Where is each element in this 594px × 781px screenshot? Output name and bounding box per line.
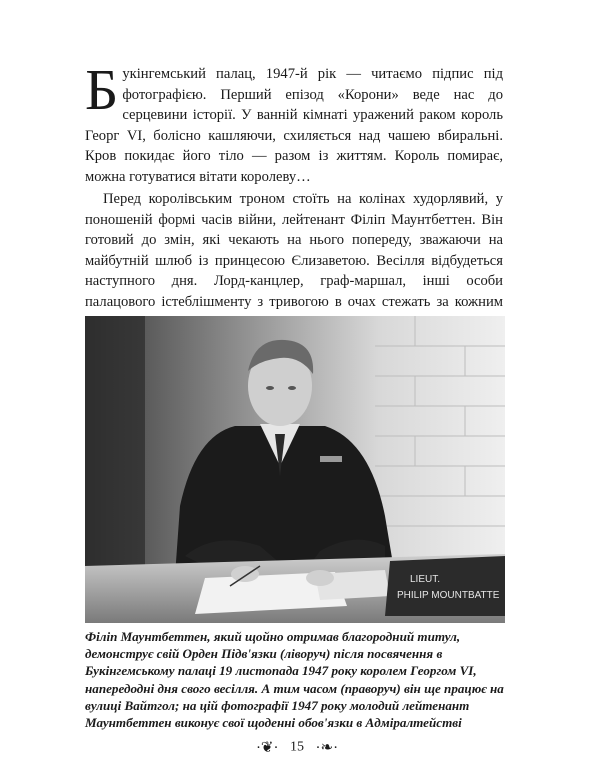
right-ornament-icon: ·❧· [315, 740, 339, 756]
paragraph-1-text: укінгемський палац, 1947-й рік — читаємо підпис під фотографією. Перший епізод «Корони» веде нас до серцевини історії. У ванній кімнаті уражений раком король Георг VI, болісно кашляючи, схиляється над чашею вбиральні. Кров покидає його тіло — разом із життям. Король помирає, можна готуватися вітати королеву… [85, 66, 503, 185]
paragraph-2: Перед королівським троном стоїть на колінах худорлявий, у поношеній формі часів війни, лейтенант Філіп Маунтбеттен. Він готовий до змін, які чекають на нього попереду, зважаючи на майбутній шлюб із принцесою Єлизаветою. Весілля відбудеться наступного дня. Лорд-канцлер, граф-маршал, інші особи палацового істеблішменту з тривогою в очах стежать за кожним [85, 191, 503, 310]
nameplate-line-2: PHILIP MOUNTBATTE [397, 590, 500, 601]
paragraph-1 [85, 57, 503, 188]
page-number: 15 [290, 739, 304, 755]
drop-cap: Б [85, 57, 119, 122]
photo-caption: Філіп Маунтбеттен, який щойно отримав благородний титул, демонструє свій Орден Підв'язки (ліворуч) після посвячення в Букінгемському палаці 19 листопада 1947 року королем Георгом VI, напередодні дня свого весілля. А тим часом (праворуч) він ще працює на вулиці Вайтгол; на цій фотографії 1947 року молодий лейтенант Маунтбеттен виконує свої щоденні обов'язки в Адміралтействі [85, 629, 504, 731]
left-ornament-icon: ·❦· [255, 740, 279, 756]
nameplate-line-1: LIEUT. [410, 574, 441, 585]
page-footer [0, 738, 594, 757]
historical-photo [85, 316, 505, 623]
